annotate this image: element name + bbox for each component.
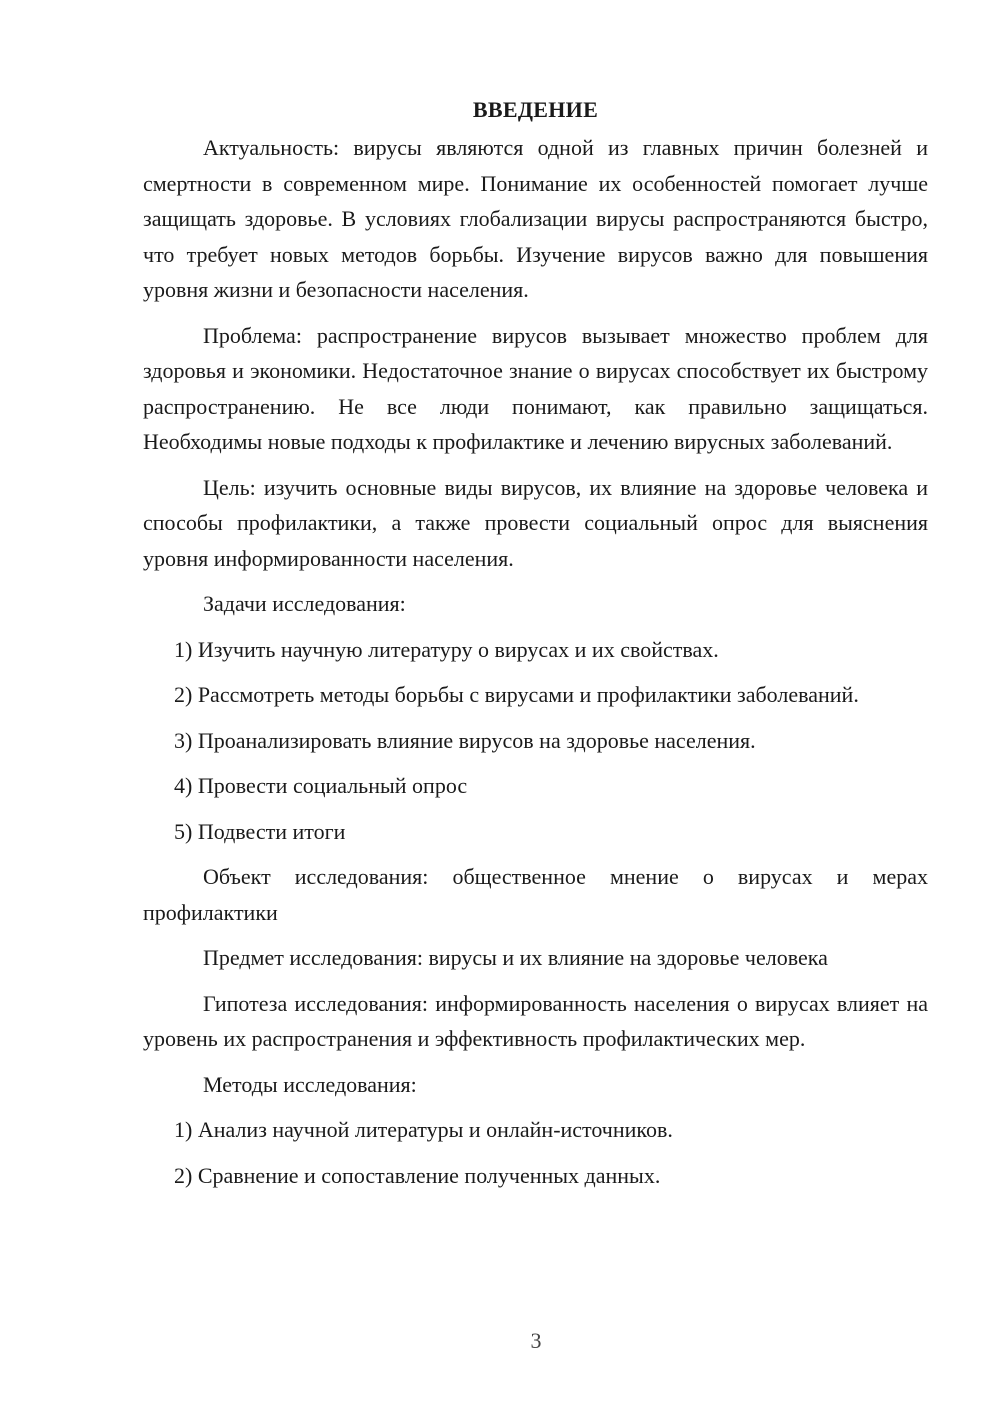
- page-title: ВВЕДЕНИЕ: [472, 97, 599, 122]
- task-item: 1) Изучить научную литературу о вирусах и их свойствах.: [174, 636, 719, 662]
- page-number: 3: [530, 1328, 542, 1353]
- paragraph-problem: Проблема: распространение вирусов вызывает множество проблем для здоровья и экономики. Недостаточное знание о вирусах способствует их быстрому распространению. Не все люди понимают, как правильно защищаться. Необходимы новые подходы к профилактике и лечению вирусных заболеваний.: [143, 322, 928, 454]
- document-page: [143, 92, 928, 1193]
- paragraph-goal: Цель: изучить основные виды вирусов, их влияние на здоровье человека и способы профилактики, а также провести социальный опрос для выяснения уровня информированности населения.: [143, 474, 928, 571]
- task-item: 2) Рассмотреть методы борьбы с вирусами и профилактики заболеваний.: [174, 682, 859, 707]
- paragraph-subject: Предмет исследования: вирусы и их влияние на здоровье человека: [203, 945, 828, 970]
- method-item: 1) Анализ научной литературы и онлайн-источников.: [174, 1117, 673, 1142]
- method-item: 2) Сравнение и сопоставление полученных данных.: [174, 1162, 661, 1188]
- task-item: 5) Подвести итоги: [174, 818, 346, 844]
- paragraph-relevance: Актуальность: вирусы являются одной из главных причин болезней и смертности в современном мире. Понимание их особенностей помогает лучше защищать здоровье. В условиях глобализации вирусы распространяются быстро, что требует новых методов борьбы. Изучение вирусов важно для повышения уровня жизни и безопасности населения.: [143, 135, 928, 302]
- methods-heading: Методы исследования:: [203, 1071, 417, 1097]
- task-item: 3) Проанализировать влияние вирусов на здоровье населения.: [174, 727, 756, 753]
- task-item: 4) Провести социальный опрос: [174, 773, 468, 798]
- tasks-heading: Задачи исследования:: [203, 591, 406, 616]
- paragraph-hypothesis: Гипотеза исследования: информированность населения о вирусах влияет на уровень их распространения и эффективность профилактических мер.: [143, 990, 928, 1051]
- paragraph-object: Объект исследования: общественное мнение о вирусах и мерах профилактики: [143, 864, 928, 925]
